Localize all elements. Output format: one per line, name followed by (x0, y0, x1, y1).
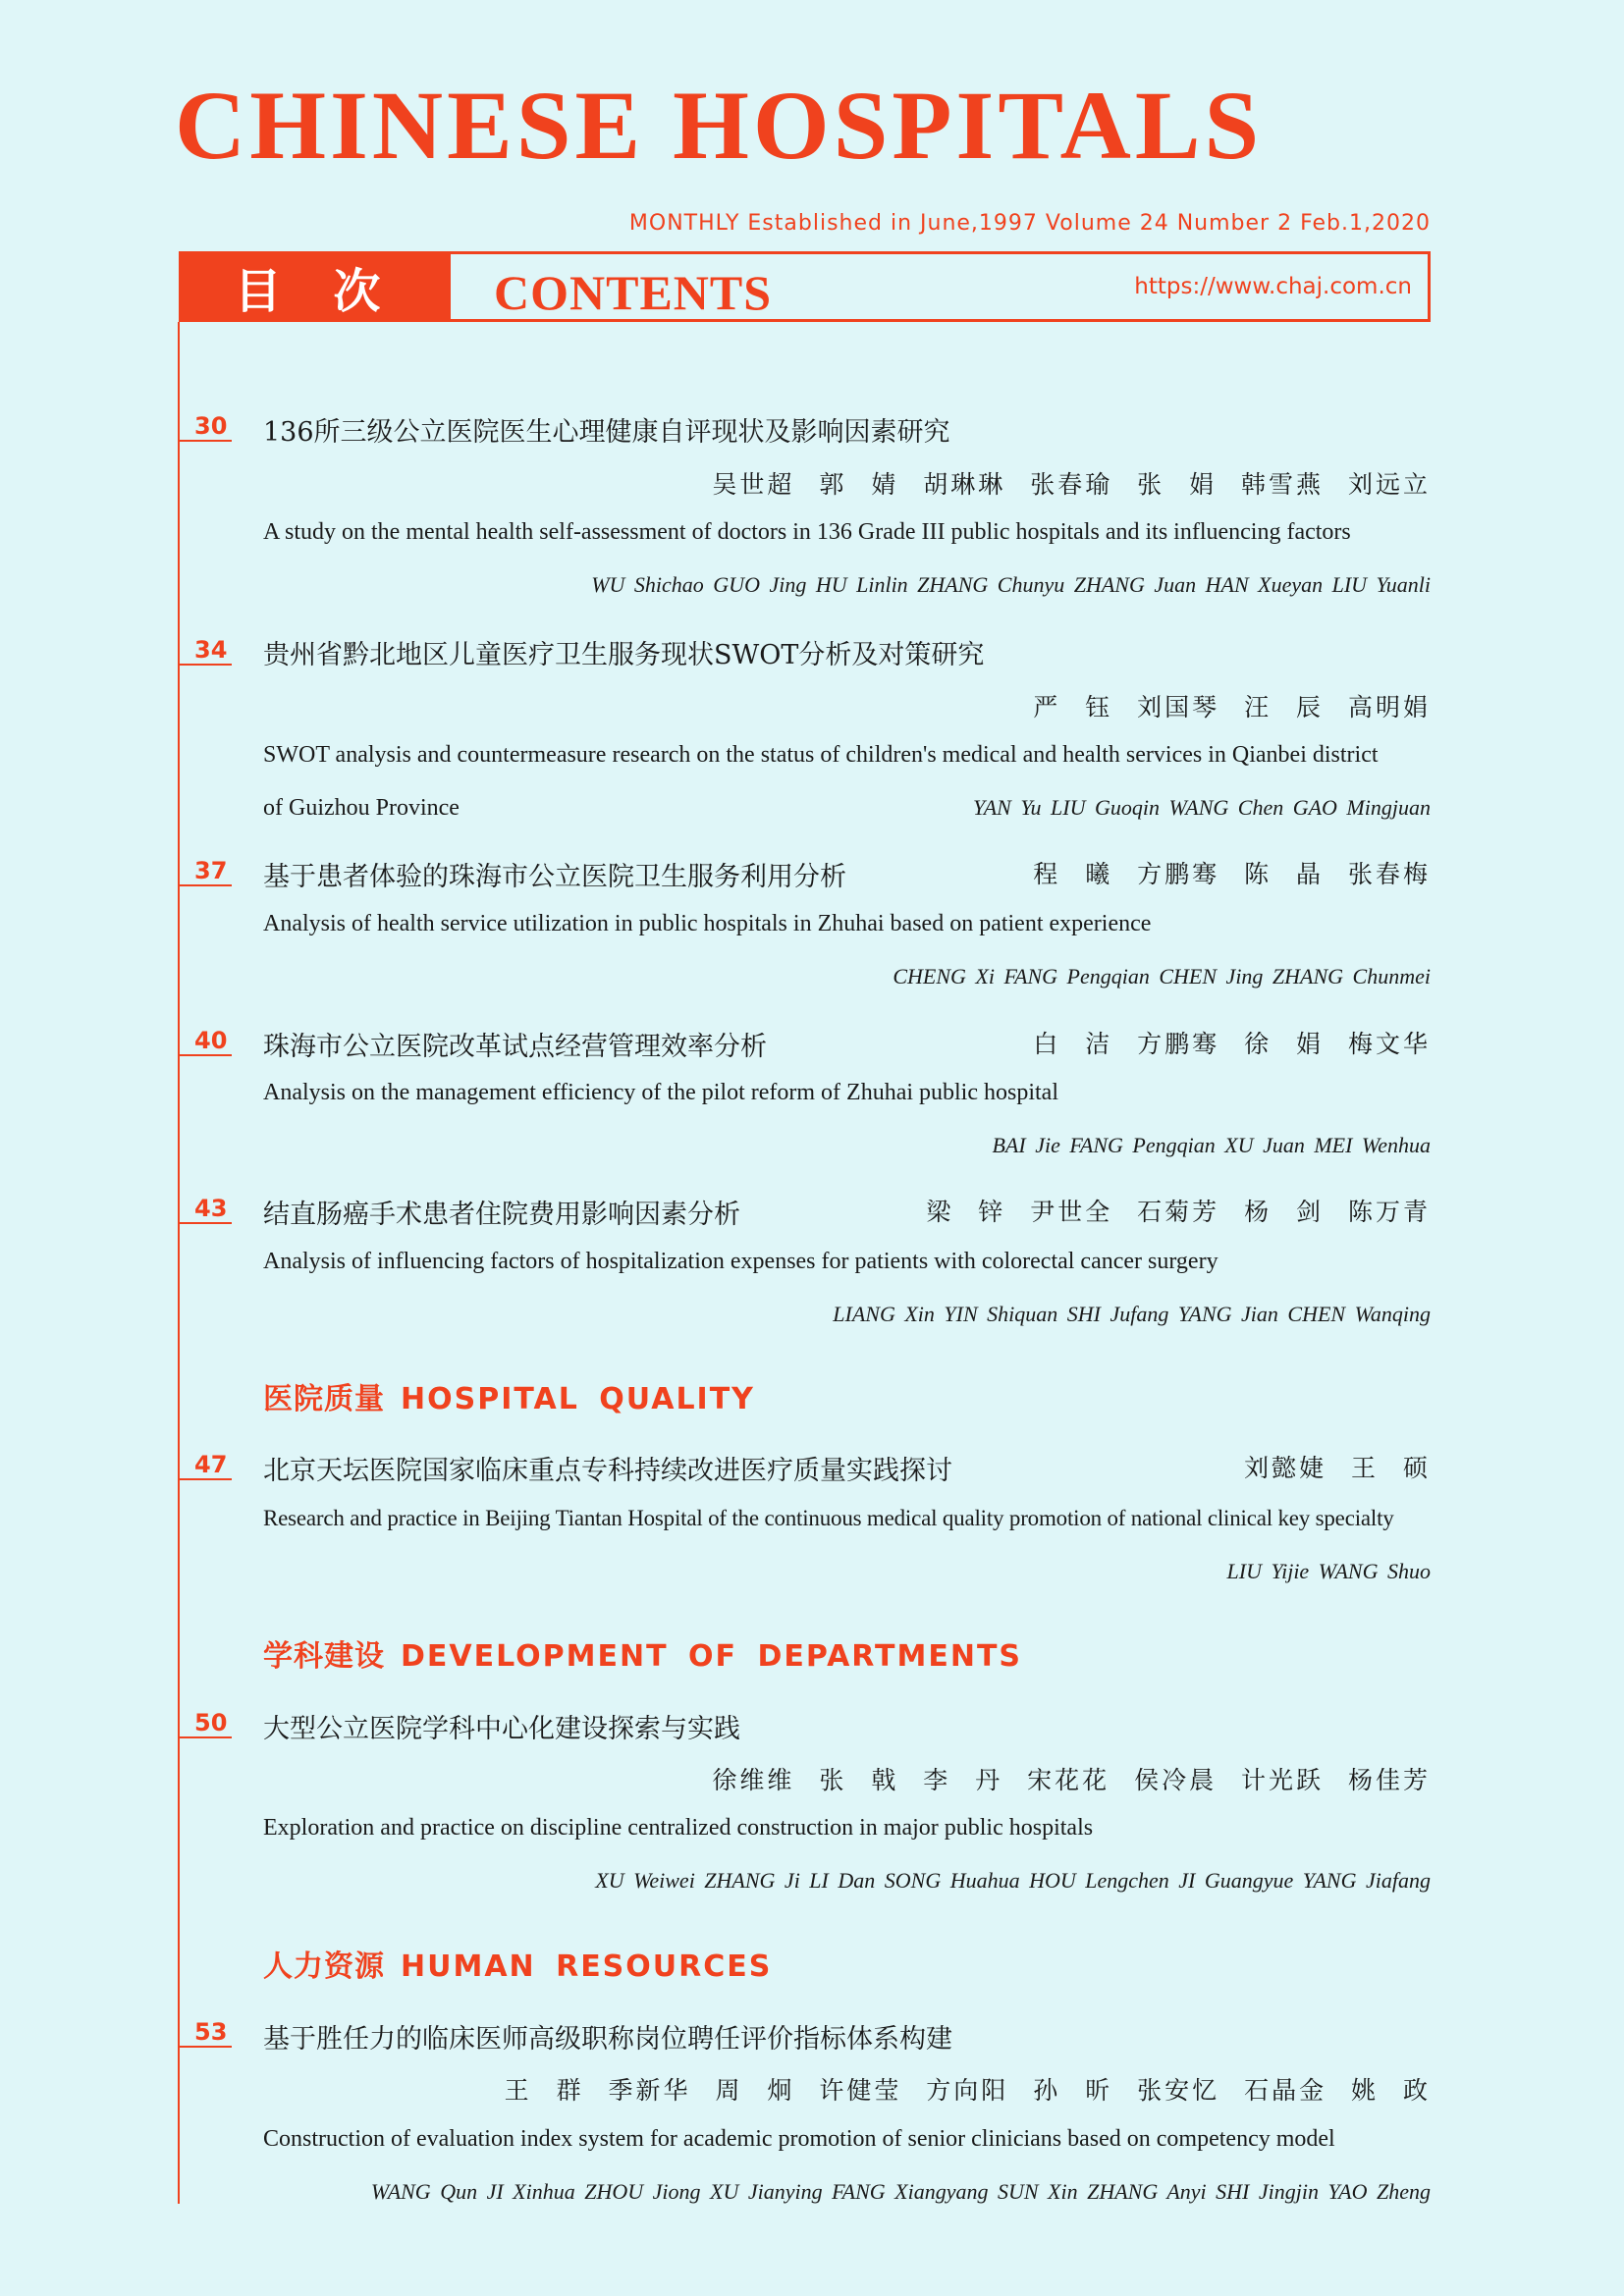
timeline-rule (178, 322, 180, 2204)
issue-line: MONTHLY Established in June,1997 Volume 24 Number 2 Feb.1,2020 (628, 211, 1431, 236)
page-number: 37 (194, 857, 228, 884)
article-en-authors: LIANG Xin YIN Shiquan SHI Jufang YANG Jian CHEN Wanqing (833, 1302, 1431, 1326)
article-en-title[interactable]: Exploration and practice on discipline centralized construction in major public hospitals (263, 1815, 1094, 1841)
article-cn-authors: 严 钰 刘国琴 汪 辰 高明娟 (1033, 693, 1431, 721)
article-en-authors: LIU Yijie WANG Shuo (1226, 1559, 1431, 1583)
article-en-title[interactable]: Analysis of influencing factors of hospitalization expenses for patients with colorectal cancer surgery (263, 1249, 1218, 1274)
entry-tick (179, 1054, 232, 1056)
article-cn-title[interactable]: 结直肠癌手术患者住院费用影响因素分析 (263, 1200, 740, 1230)
article-en-title[interactable]: Analysis of health service utilization in public hospitals in Zhuhai based on patient experience (263, 911, 1152, 936)
section-heading-development-of-departments (263, 1631, 1022, 1675)
article-cn-authors: 刘懿婕 王 硕 (1244, 1454, 1431, 1482)
article-en-authors: XU Weiwei ZHANG Ji LI Dan SONG Huahua HOU Lengchen JI Guangyue YANG Jiafang (595, 1868, 1431, 1893)
contents-cn-label: 目 次 (182, 254, 451, 319)
article-cn-title[interactable]: 基于患者体验的珠海市公立医院卫生服务利用分析 (263, 862, 846, 892)
article-en-title-continued[interactable]: of Guizhou Province (263, 795, 460, 821)
masthead: CHINESE HOSPITALS (175, 71, 1264, 180)
article-en-title[interactable]: Research and practice in Beijing Tiantan Hospital of the continuous medical quality promotion of national clinical key specialty (263, 1506, 1394, 1530)
section-heading-human-resources (263, 1942, 772, 1985)
entry-tick (179, 664, 232, 666)
section-heading-hospital-quality (263, 1374, 755, 1417)
article-cn-title[interactable]: 大型公立医院学科中心化建设探索与实践 (263, 1714, 740, 1744)
section-cn-label: 医院质量 (263, 1382, 385, 1416)
contents-bar (179, 251, 1431, 322)
entry-tick (179, 1222, 232, 1224)
section-cn-label: 人力资源 (263, 1949, 385, 1984)
article-cn-title[interactable]: 基于胜任力的临床医师高级职称岗位聘任评价指标体系构建 (263, 2024, 952, 2055)
article-en-authors: WANG Qun JI Xinhua ZHOU Jiong XU Jianying FANG Xiangyang SUN Xin ZHANG Anyi SHI Jingjin YAO Zheng (370, 2179, 1431, 2204)
journal-url-link[interactable]: https://www.chaj.com.cn (1134, 274, 1412, 299)
entry-tick (179, 440, 232, 442)
entry-tick (179, 1478, 232, 1480)
article-cn-authors: 程 曦 方鹏骞 陈 晶 张春梅 (1033, 860, 1431, 888)
article-en-authors: BAI Jie FANG Pengqian XU Juan MEI Wenhua (992, 1133, 1431, 1157)
article-cn-authors: 吴世超 郭 婧 胡琳琳 张春瑜 张 娟 韩雪燕 刘远立 (712, 470, 1431, 499)
section-en-label: HUMAN RESOURCES (401, 1949, 773, 1984)
article-cn-title[interactable]: 北京天坛医院国家临床重点专科持续改进医疗质量实践探讨 (263, 1456, 952, 1486)
article-cn-title[interactable]: 136所三级公立医院医生心理健康自评现状及影响因素研究 (263, 417, 950, 448)
page-number: 53 (194, 2018, 228, 2046)
section-en-label: HOSPITAL QUALITY (401, 1382, 755, 1416)
article-cn-authors: 白 洁 方鹏骞 徐 娟 梅文华 (1033, 1030, 1431, 1058)
article-en-title[interactable]: A study on the mental health self-assessment of doctors in 136 Grade III public hospitals and its influencing factors (263, 519, 1351, 545)
page-number: 34 (194, 636, 228, 664)
entry-tick (179, 1736, 232, 1738)
article-cn-authors: 梁 锌 尹世全 石菊芳 杨 剑 陈万青 (926, 1198, 1431, 1226)
article-en-authors: YAN Yu LIU Guoqin WANG Chen GAO Mingjuan (973, 795, 1431, 820)
article-en-authors: WU Shichao GUO Jing HU Linlin ZHANG Chunyu ZHANG Juan HAN Xueyan LIU Yuanli (591, 572, 1431, 597)
page-number: 50 (194, 1709, 228, 1736)
article-cn-authors: 王 群 季新华 周 炯 许健莹 方向阳 孙 昕 张安忆 石晶金 姚 政 (504, 2076, 1431, 2105)
section-cn-label: 学科建设 (263, 1639, 385, 1674)
page-number: 40 (194, 1027, 228, 1054)
page-number: 30 (194, 412, 228, 440)
page-number: 43 (194, 1195, 228, 1222)
article-en-authors: CHENG Xi FANG Pengqian CHEN Jing ZHANG Chunmei (893, 964, 1431, 988)
article-en-title[interactable]: Analysis on the management efficiency of the pilot reform of Zhuhai public hospital (263, 1080, 1058, 1105)
contents-en-label: CONTENTS (494, 265, 773, 320)
article-cn-title[interactable]: 贵州省黔北地区儿童医疗卫生服务现状SWOT分析及对策研究 (263, 640, 985, 670)
entry-tick (179, 884, 232, 886)
page-number: 47 (194, 1451, 228, 1478)
article-cn-authors: 徐维维 张 戟 李 丹 宋花花 侯冷晨 计光跃 杨佳芳 (712, 1766, 1431, 1794)
entry-tick (179, 2046, 232, 2048)
article-en-title[interactable]: Construction of evaluation index system for academic promotion of senior clinicians based on competency model (263, 2126, 1335, 2152)
article-cn-title[interactable]: 珠海市公立医院改革试点经营管理效率分析 (263, 1032, 767, 1062)
article-en-title[interactable]: SWOT analysis and countermeasure research on the status of children's medical and health services in Qianbei district (263, 742, 1379, 768)
section-en-label: DEVELOPMENT OF DEPARTMENTS (401, 1639, 1023, 1674)
